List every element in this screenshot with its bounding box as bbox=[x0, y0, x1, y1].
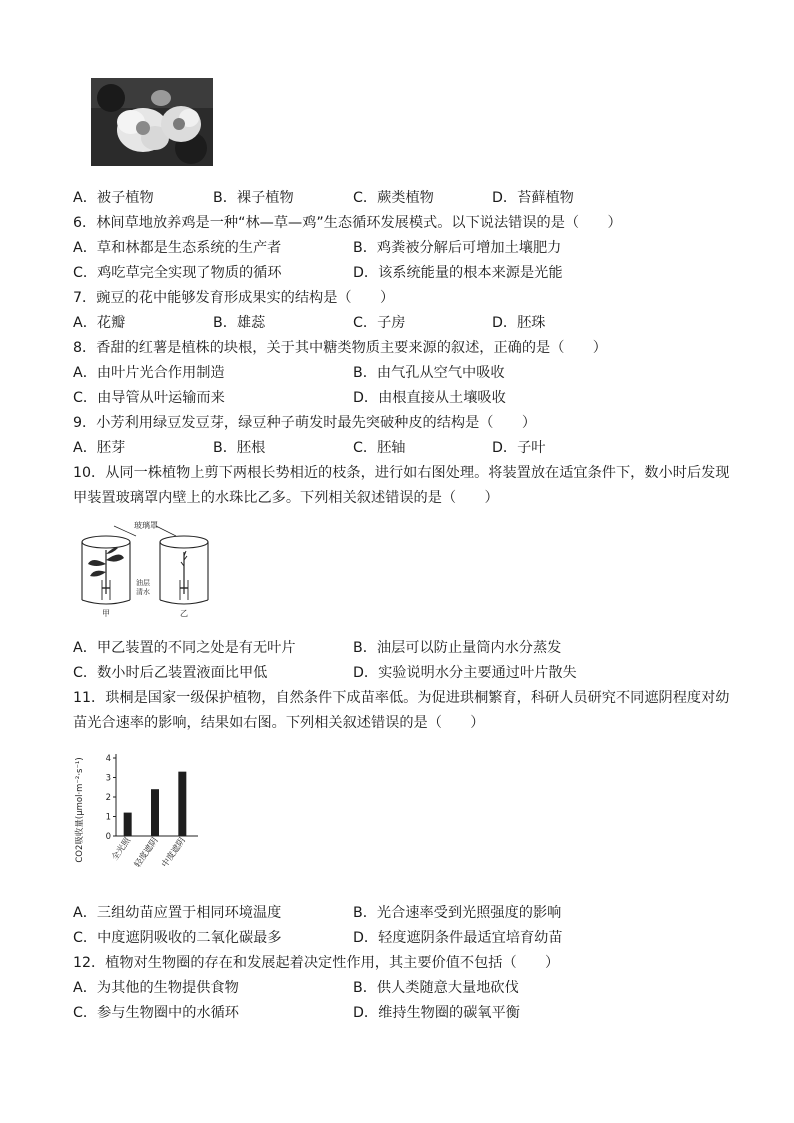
q8-option-d: D．由根直接从土壤吸收 bbox=[353, 390, 506, 406]
photosynthesis-bar-chart bbox=[70, 744, 210, 894]
q6-stem: 6．林间草地放养鸡是一种“林—草—鸡”生态循环发展模式。以下说法错误的是（ ） bbox=[73, 215, 622, 231]
q8-stem: 8．香甜的红薯是植株的块根，关于其中糖类物质主要来源的叙述，正确的是（ ） bbox=[73, 340, 607, 356]
q10-stem-line2: 甲装置玻璃罩内壁上的水珠比乙多。下列相关叙述错误的是（ ） bbox=[73, 490, 499, 506]
q12-option-d: D．维持生物圈的碳氧平衡 bbox=[353, 1005, 520, 1021]
q5-option-a: A．被子植物 bbox=[73, 190, 154, 206]
q9-option-d: D．子叶 bbox=[492, 440, 546, 456]
q7-option-c: C．子房 bbox=[353, 315, 406, 331]
q5-option-b: B．裸子植物 bbox=[213, 190, 294, 206]
flower-photo bbox=[91, 78, 213, 166]
q12-option-c: C．参与生物圈中的水循环 bbox=[73, 1005, 239, 1021]
label-yi: 乙 bbox=[180, 609, 188, 618]
chart-y-tick-label: 2 bbox=[105, 793, 111, 803]
chart-y-tick-label: 1 bbox=[105, 812, 111, 823]
chart-bar bbox=[124, 813, 132, 836]
q12-stem: 12．植物对生物圈的存在和发展起着决定性作用，其主要价值不包括（ ） bbox=[73, 955, 560, 971]
transpiration-apparatus-figure bbox=[76, 520, 216, 620]
q11-stem-line1: 11．珙桐是国家一级保护植物，自然条件下成苗率低。为促进珙桐繁育，科研人员研究不同遮阴程度对幼 bbox=[73, 690, 730, 706]
q11-option-c: C．中度遮阴吸收的二氧化碳最多 bbox=[73, 930, 282, 946]
q7-option-d: D．胚珠 bbox=[492, 315, 546, 331]
chart-bar bbox=[178, 772, 186, 836]
q11-option-d: D．轻度遮阴条件最适宜培育幼苗 bbox=[353, 930, 563, 946]
chart-y-tick-label: 4 bbox=[105, 754, 111, 764]
q11-stem-line2: 苗光合速率的影响，结果如右图。下列相关叙述错误的是（ ） bbox=[73, 715, 485, 731]
q9-option-b: B．胚根 bbox=[213, 440, 266, 456]
label-oil: 油层 bbox=[136, 579, 150, 587]
q9-option-a: A．胚芽 bbox=[73, 440, 126, 456]
q7-stem: 7．豌豆的花中能够发育形成果实的结构是（ ） bbox=[73, 290, 395, 306]
q10-stem-line1: 10．从同一株植物上剪下两根长势相近的枝条，进行如右图处理。将装置放在适宜条件下，数小时后发现 bbox=[73, 465, 730, 481]
chart-x-tick-label: 全光照 bbox=[110, 835, 134, 863]
chart-bar bbox=[151, 789, 159, 836]
apparatus-jia bbox=[82, 536, 130, 604]
q10-option-d: D．实验说明水分主要通过叶片散失 bbox=[353, 665, 577, 681]
q8-option-a: A．由叶片光合作用制造 bbox=[73, 365, 225, 381]
q6-option-b: B．鸡粪被分解后可增加土壤肥力 bbox=[353, 240, 562, 256]
label-water: 清水 bbox=[136, 588, 150, 596]
chart-y-tick-label: 0 bbox=[105, 832, 111, 842]
chart-y-tick-label: 3 bbox=[105, 773, 111, 784]
q10-option-c: C．数小时后乙装置液面比甲低 bbox=[73, 665, 268, 681]
label-jia: 甲 bbox=[102, 609, 110, 618]
q6-option-d: D．该系统能量的根本来源是光能 bbox=[353, 265, 563, 281]
q11-option-a: A．三组幼苗应置于相同环境温度 bbox=[73, 905, 282, 921]
q11-option-b: B．光合速率受到光照强度的影响 bbox=[353, 905, 562, 921]
q6-option-a: A．草和林都是生态系统的生产者 bbox=[73, 240, 282, 256]
q9-option-c: C．胚轴 bbox=[353, 440, 406, 456]
chart-ylabel: CO2吸收量(μmol·m⁻²·s⁻¹) bbox=[75, 757, 85, 863]
chart-x-tick-label: 轻度遮阴 bbox=[132, 835, 161, 870]
apparatus-yi bbox=[160, 536, 208, 604]
q7-option-a: A．花瓣 bbox=[73, 315, 126, 331]
q5-option-c: C．蕨类植物 bbox=[353, 190, 434, 206]
q5-option-d: D．苔藓植物 bbox=[492, 190, 574, 206]
q6-option-c: C．鸡吃草完全实现了物质的循环 bbox=[73, 265, 282, 281]
q12-option-b: B．供人类随意大量地砍伐 bbox=[353, 980, 519, 996]
q8-option-c: C．由导管从叶运输而来 bbox=[73, 390, 225, 406]
label-cover: 玻璃罩 bbox=[134, 521, 158, 530]
q10-option-b: B．油层可以防止量筒内水分蒸发 bbox=[353, 640, 562, 656]
q8-option-b: B．由气孔从空气中吸收 bbox=[353, 365, 505, 381]
q12-option-a: A．为其他的生物提供食物 bbox=[73, 980, 239, 996]
q7-option-b: B．雄蕊 bbox=[213, 315, 266, 331]
chart-x-tick-label: 中度遮阴 bbox=[160, 835, 188, 870]
q10-option-a: A．甲乙装置的不同之处是有无叶片 bbox=[73, 640, 296, 656]
q9-stem: 9．小芳利用绿豆发豆芽，绿豆种子萌发时最先突破种皮的结构是（ ） bbox=[73, 415, 537, 431]
